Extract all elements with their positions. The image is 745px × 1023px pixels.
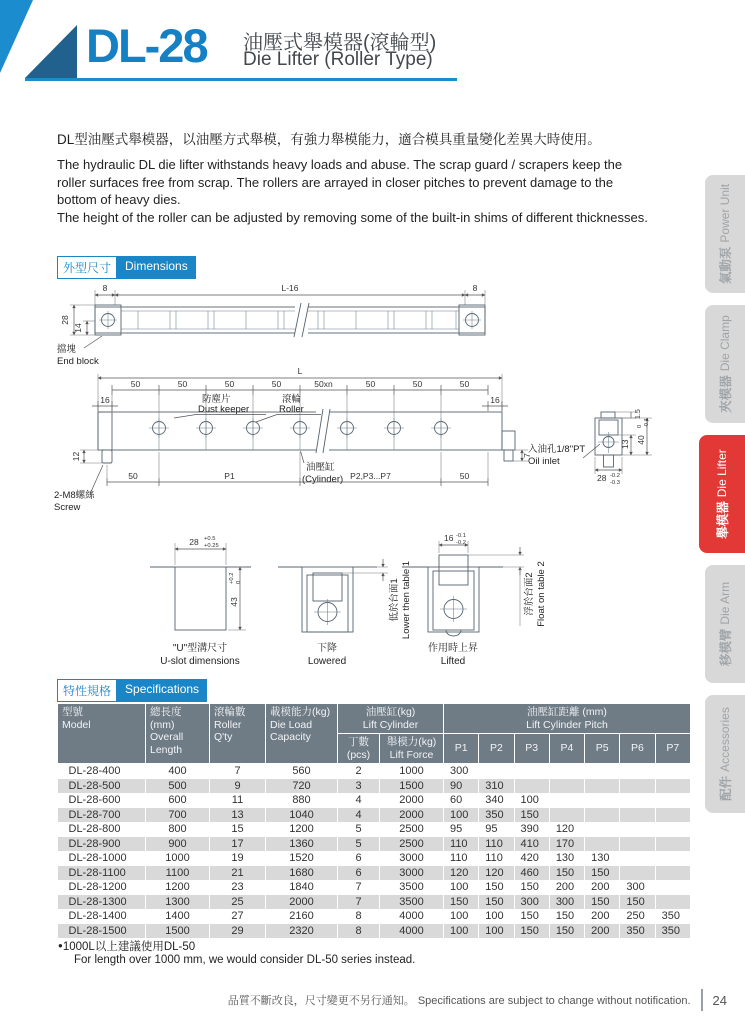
- figure-caption-en: Lowered: [307, 656, 347, 667]
- dim-label: L: [297, 366, 303, 376]
- value-cell: 300: [444, 764, 479, 779]
- tolerance: -0.2: [456, 540, 466, 546]
- value-cell: 150: [479, 895, 514, 910]
- value-cell: 300: [620, 880, 655, 895]
- col-header-p4: P4: [549, 734, 584, 764]
- col-header-length: 總長度(mm) Overall Length: [146, 704, 210, 764]
- value-cell: 130: [549, 851, 584, 866]
- table-row: [58, 924, 691, 939]
- table-row: [58, 909, 691, 924]
- value-cell: 110: [479, 837, 514, 852]
- lowered-figure: [278, 559, 412, 667]
- tolerance: +0.25: [204, 543, 219, 549]
- col-header-force: 舉模力(kg) Lift Force: [380, 734, 444, 764]
- roller-label-en: Roller: [279, 404, 304, 415]
- col-header-model: 型號 Model: [58, 704, 146, 764]
- figure-caption-en: U-slot dimensions: [160, 656, 240, 667]
- section-label-en: Dimensions: [117, 256, 196, 279]
- pitch-dim: 50: [459, 379, 470, 389]
- value-cell: [585, 808, 620, 823]
- value-cell: 150: [549, 909, 584, 924]
- value-cell: 1200: [146, 880, 210, 895]
- col-header-p3: P3: [514, 734, 549, 764]
- value-cell: 2160: [266, 909, 338, 924]
- figure-caption-zh: "U"型溝尺寸: [172, 643, 228, 654]
- value-cell: 1500: [146, 924, 210, 939]
- value-cell: [549, 793, 584, 808]
- value-cell: 1000: [146, 851, 210, 866]
- value-cell: 11: [210, 793, 266, 808]
- bottom-dim: P2,P3...P7: [350, 471, 391, 481]
- value-cell: [655, 895, 690, 910]
- model-cell: DL-28-1000: [58, 851, 146, 866]
- intro-line: bottom of heavy dies.: [57, 192, 181, 207]
- model-cell: DL-28-1500: [58, 924, 146, 939]
- pitch-dim: 50: [130, 379, 141, 389]
- brand-triangle-light-icon: [0, 0, 33, 73]
- sidebar-tab-die-arm[interactable]: [705, 565, 745, 683]
- bottom-dim: 50: [459, 471, 470, 481]
- value-cell: 3: [338, 779, 380, 794]
- screw-label-en: Screw: [54, 502, 81, 513]
- figure-caption-zh: 下降: [317, 643, 337, 654]
- value-cell: 560: [266, 764, 338, 779]
- value-cell: [549, 779, 584, 794]
- value-cell: 100: [444, 924, 479, 939]
- col-header-p6: P6: [620, 734, 655, 764]
- tab-label-en: Accessories: [718, 707, 732, 772]
- model-cell: DL-28-700: [58, 808, 146, 823]
- disclaimer-text: 品質不斷改良，尺寸變更不另行通知。 Specifications are subject to change without notification.: [227, 995, 691, 1007]
- section-header-dimensions: [57, 256, 196, 279]
- value-cell: 3500: [380, 895, 444, 910]
- value-cell: 130: [585, 851, 620, 866]
- lowered-note-zh: 低於台面1: [389, 578, 400, 622]
- model-cell: DL-28-1100: [58, 866, 146, 881]
- value-cell: [655, 880, 690, 895]
- value-cell: 900: [146, 837, 210, 852]
- page-footer: [228, 989, 727, 1011]
- value-cell: 21: [210, 866, 266, 881]
- value-cell: 1360: [266, 837, 338, 852]
- pitch-dim: 50: [365, 379, 376, 389]
- value-cell: 390: [514, 822, 549, 837]
- value-cell: [620, 851, 655, 866]
- value-cell: 100: [479, 909, 514, 924]
- value-cell: 150: [549, 924, 584, 939]
- value-cell: [479, 764, 514, 779]
- dim-label: L-16: [281, 283, 299, 293]
- spec-table: [57, 703, 691, 938]
- value-cell: 4000: [380, 924, 444, 939]
- dust-keeper-label-en: Dust keeper: [198, 404, 250, 415]
- value-cell: [620, 822, 655, 837]
- value-cell: 7: [338, 880, 380, 895]
- value-cell: 1100: [146, 866, 210, 881]
- value-cell: 150: [444, 895, 479, 910]
- table-row: [58, 764, 691, 779]
- tolerance: +0.2: [229, 572, 235, 584]
- value-cell: [585, 779, 620, 794]
- value-cell: 7: [210, 764, 266, 779]
- value-cell: 60: [444, 793, 479, 808]
- pitch-dim: 50: [271, 379, 282, 389]
- col-header-p2: P2: [479, 734, 514, 764]
- footnote-en: For length over 1000 mm, we would consider DL-50 series instead.: [74, 954, 416, 966]
- value-cell: 350: [655, 924, 690, 939]
- value-cell: 100: [444, 909, 479, 924]
- pitch-dim: 50: [224, 379, 235, 389]
- value-cell: 200: [549, 880, 584, 895]
- value-cell: [620, 808, 655, 823]
- value-cell: 2500: [380, 822, 444, 837]
- bottom-dim: P1: [224, 471, 235, 481]
- value-cell: [620, 866, 655, 881]
- value-cell: 4: [338, 793, 380, 808]
- value-cell: 880: [266, 793, 338, 808]
- value-cell: 150: [479, 880, 514, 895]
- value-cell: [655, 866, 690, 881]
- value-cell: 310: [479, 779, 514, 794]
- lifted-figure: [402, 533, 547, 667]
- value-cell: 100: [514, 793, 549, 808]
- model-cell: DL-28-1400: [58, 909, 146, 924]
- dim-label: 28: [597, 473, 607, 483]
- col-header-p7: P7: [655, 734, 690, 764]
- figure-caption-zh: 作用時上昇: [428, 643, 478, 654]
- oil-inlet-label-en: Oil inlet: [528, 456, 560, 467]
- value-cell: 5: [338, 837, 380, 852]
- screw-label-zh: 2-M8螺絲: [54, 490, 95, 501]
- table-row: [58, 851, 691, 866]
- value-cell: 2000: [380, 808, 444, 823]
- spec-table-body: [58, 764, 691, 939]
- value-cell: 2320: [266, 924, 338, 939]
- value-cell: 1840: [266, 880, 338, 895]
- value-cell: 4000: [380, 909, 444, 924]
- value-cell: 350: [655, 909, 690, 924]
- value-cell: [620, 764, 655, 779]
- tolerance: -0.2: [610, 473, 620, 479]
- model-cell: DL-28-1300: [58, 895, 146, 910]
- value-cell: 110: [479, 851, 514, 866]
- value-cell: 150: [514, 880, 549, 895]
- value-cell: 27: [210, 909, 266, 924]
- value-cell: 300: [549, 895, 584, 910]
- col-header-qty: 丁數 (pcs): [338, 734, 380, 764]
- value-cell: [620, 793, 655, 808]
- value-cell: 600: [146, 793, 210, 808]
- cylinder-label-zh: 油壓缸: [306, 462, 335, 473]
- tab-label-en: Die Clamp: [718, 315, 732, 372]
- value-cell: 120: [444, 866, 479, 881]
- value-cell: 90: [444, 779, 479, 794]
- value-cell: [655, 822, 690, 837]
- value-cell: [585, 793, 620, 808]
- model-cell: DL-28-600: [58, 793, 146, 808]
- value-cell: [655, 793, 690, 808]
- intro-text-zh: DL型油壓式舉模器，以油壓方式舉模，有強力舉模能力，適合模具重量變化差異大時使用。: [57, 132, 601, 147]
- value-cell: 150: [585, 895, 620, 910]
- value-cell: 250: [620, 909, 655, 924]
- value-cell: 420: [514, 851, 549, 866]
- dim-label: 28: [189, 537, 199, 547]
- value-cell: 4: [338, 808, 380, 823]
- oil-inlet-detail: [528, 409, 652, 486]
- value-cell: 2000: [266, 895, 338, 910]
- dim-label: 43: [229, 597, 239, 607]
- section-header-specifications: [57, 679, 207, 702]
- model-cell: DL-28-400: [58, 764, 146, 779]
- value-cell: 200: [585, 909, 620, 924]
- model-cell: DL-28-500: [58, 779, 146, 794]
- value-cell: 200: [585, 880, 620, 895]
- value-cell: [655, 837, 690, 852]
- end-block-label-en: End block: [57, 356, 99, 367]
- value-cell: 350: [620, 924, 655, 939]
- end-block-label-zh: 擋塊: [57, 344, 77, 355]
- col-header-capacity: 載模能力(kg) Die Load Capacity: [266, 704, 338, 764]
- pitch-dim: 50: [177, 379, 188, 389]
- section-label-zh: 特性規格: [57, 679, 117, 702]
- value-cell: [549, 808, 584, 823]
- intro-text-en: [57, 156, 702, 226]
- value-cell: 95: [444, 822, 479, 837]
- value-cell: 6: [338, 866, 380, 881]
- lifted-note-zh: 浮於台面2: [524, 572, 535, 616]
- value-cell: 1680: [266, 866, 338, 881]
- model-cell: DL-28-900: [58, 837, 146, 852]
- u-slot-figure: [150, 536, 251, 667]
- value-cell: 5: [338, 822, 380, 837]
- model-cell: DL-28-800: [58, 822, 146, 837]
- footer-divider: [701, 989, 703, 1011]
- col-header-p5: P5: [585, 734, 620, 764]
- value-cell: 120: [479, 866, 514, 881]
- value-cell: [655, 851, 690, 866]
- sidebar-tab-die-lifter[interactable]: [699, 435, 745, 553]
- dim-label: 1.5: [635, 409, 642, 419]
- value-cell: 19: [210, 851, 266, 866]
- sidebar-tab-die-clamp[interactable]: [705, 305, 745, 423]
- value-cell: 150: [549, 866, 584, 881]
- value-cell: 3000: [380, 851, 444, 866]
- value-cell: 17: [210, 837, 266, 852]
- col-header-rollers: 滾輪數 Roller Q'ty: [210, 704, 266, 764]
- roller-label-zh: 滾輪: [282, 394, 302, 405]
- value-cell: 150: [585, 866, 620, 881]
- value-cell: 170: [549, 837, 584, 852]
- lowered-note-en: Lower then table 1: [401, 560, 412, 640]
- tab-label-en: Power Unit: [718, 183, 732, 243]
- dim-label: 12: [71, 451, 81, 462]
- value-cell: 1400: [146, 909, 210, 924]
- table-row: [58, 866, 691, 881]
- value-cell: 3000: [380, 866, 444, 881]
- value-cell: [514, 779, 549, 794]
- value-cell: 100: [444, 880, 479, 895]
- footnote-zh: ●1000L以上建議使用DL-50: [58, 941, 196, 953]
- value-cell: 25: [210, 895, 266, 910]
- table-row: [58, 793, 691, 808]
- value-cell: 410: [514, 837, 549, 852]
- value-cell: 150: [514, 909, 549, 924]
- value-cell: [549, 764, 584, 779]
- value-cell: 1040: [266, 808, 338, 823]
- tolerance: -0.3: [610, 480, 620, 486]
- dim-label: 14: [73, 323, 83, 333]
- value-cell: 400: [146, 764, 210, 779]
- value-cell: 1500: [380, 779, 444, 794]
- page-title-en: Die Lifter (Roller Type): [243, 49, 433, 70]
- value-cell: 350: [479, 808, 514, 823]
- table-row: [58, 808, 691, 823]
- value-cell: [655, 808, 690, 823]
- value-cell: 1520: [266, 851, 338, 866]
- page-title-zh: 油壓式舉模器(滾輪型): [243, 32, 437, 54]
- value-cell: 29: [210, 924, 266, 939]
- tolerance: +0.5: [204, 536, 216, 542]
- model-cell: DL-28-1200: [58, 880, 146, 895]
- value-cell: 300: [514, 895, 549, 910]
- value-cell: 9: [210, 779, 266, 794]
- col-group-pitch: 油壓缸距離 (mm) Lift Cylinder Pitch: [444, 704, 691, 734]
- dim-label: 7: [522, 453, 532, 458]
- dim-label: 8: [102, 283, 108, 293]
- value-cell: 150: [514, 924, 549, 939]
- value-cell: 2: [338, 764, 380, 779]
- tab-label-zh: 舉模器: [716, 501, 730, 539]
- sidebar-tab-accessories[interactable]: [705, 695, 745, 813]
- intro-line: The height of the roller can be adjusted by removing some of the built-in shims of different thicknesses.: [57, 209, 648, 225]
- header-rule: [25, 78, 457, 81]
- dim-label: 28: [60, 315, 70, 325]
- figure-caption-en: Lifted: [440, 656, 466, 667]
- value-cell: 23: [210, 880, 266, 895]
- dim-label: 16: [100, 395, 110, 405]
- value-cell: 720: [266, 779, 338, 794]
- top-view-drawing: [57, 283, 485, 367]
- value-cell: 100: [479, 924, 514, 939]
- value-cell: 340: [479, 793, 514, 808]
- value-cell: 15: [210, 822, 266, 837]
- value-cell: 8: [338, 924, 380, 939]
- col-group-cylinder: 油壓缸(kg) Lift Cylinder: [338, 704, 444, 734]
- value-cell: 150: [620, 895, 655, 910]
- tab-label-en: Die Lifter: [715, 449, 729, 498]
- pitch-dim: 50: [412, 379, 423, 389]
- intro-line: roller surfaces free from scrap. The rollers are arrayed in closer pitches to prevent damage to the: [57, 174, 614, 190]
- table-row: [58, 880, 691, 895]
- section-label-zh: 外型尺寸: [57, 256, 117, 279]
- value-cell: [514, 764, 549, 779]
- value-cell: 1300: [146, 895, 210, 910]
- spec-table-header: [58, 704, 691, 764]
- lifted-note-en: Float on table 2: [536, 561, 547, 627]
- table-row: [58, 895, 691, 910]
- tolerance: -0.1: [456, 533, 466, 539]
- dim-label: 13: [620, 439, 630, 449]
- dim-label: 40: [636, 435, 646, 445]
- pitch-dim: 50xn: [314, 379, 333, 389]
- value-cell: [620, 779, 655, 794]
- value-cell: 800: [146, 822, 210, 837]
- bottom-dim: 50: [128, 471, 138, 481]
- dim-label: 8: [472, 283, 478, 293]
- value-cell: [620, 837, 655, 852]
- oil-inlet-label-zh: 入油孔1/8"PT: [528, 444, 586, 455]
- value-cell: 95: [479, 822, 514, 837]
- value-cell: [655, 764, 690, 779]
- intro-line: The hydraulic DL die lifter withstands heavy loads and abuse. The scrap guard / scrapers keep the: [57, 157, 623, 172]
- value-cell: 500: [146, 779, 210, 794]
- value-cell: [585, 837, 620, 852]
- value-cell: 7: [338, 895, 380, 910]
- value-cell: 3500: [380, 880, 444, 895]
- value-cell: 1000: [380, 764, 444, 779]
- side-view-drawing: [54, 366, 532, 513]
- dust-keeper-label-zh: 防塵片: [202, 394, 231, 405]
- col-header-p1: P1: [444, 734, 479, 764]
- value-cell: 2000: [380, 793, 444, 808]
- tolerance: 0: [637, 424, 643, 428]
- dim-label: 16: [444, 533, 454, 543]
- value-cell: 110: [444, 837, 479, 852]
- value-cell: 150: [514, 808, 549, 823]
- value-cell: 110: [444, 851, 479, 866]
- value-cell: 700: [146, 808, 210, 823]
- value-cell: 2500: [380, 837, 444, 852]
- value-cell: 6: [338, 851, 380, 866]
- value-cell: 100: [444, 808, 479, 823]
- page-number: 24: [712, 992, 727, 1008]
- tab-label-en: Die Arm: [718, 581, 732, 625]
- value-cell: 8: [338, 909, 380, 924]
- value-cell: [585, 822, 620, 837]
- cylinder-label-en: (Cylinder): [302, 474, 344, 485]
- tab-label-zh: 氣動泵: [719, 246, 733, 285]
- tab-label-zh: 夾模器: [719, 375, 733, 413]
- value-cell: 460: [514, 866, 549, 881]
- table-row: [58, 822, 691, 837]
- dimensions-drawing: [50, 282, 690, 674]
- value-cell: 13: [210, 808, 266, 823]
- dim-label: 16: [490, 395, 500, 405]
- value-cell: 200: [585, 924, 620, 939]
- bullet-icon: ●: [58, 941, 63, 950]
- table-row: [58, 779, 691, 794]
- value-cell: 120: [549, 822, 584, 837]
- section-label-en: Specifications: [117, 679, 207, 702]
- value-cell: [655, 779, 690, 794]
- value-cell: 1200: [266, 822, 338, 837]
- page-title-model: DL-28: [86, 19, 207, 72]
- table-row: [58, 837, 691, 852]
- roller-icons: [149, 418, 451, 438]
- brand-triangle-dark-icon: [25, 25, 77, 78]
- tab-label-zh: 移模臂: [719, 628, 733, 667]
- tab-label-zh: 配件: [719, 775, 733, 801]
- sidebar-tab-power-unit[interactable]: [705, 175, 745, 293]
- value-cell: [585, 764, 620, 779]
- tolerance: -0.1: [644, 418, 650, 428]
- tolerance: 0: [236, 580, 242, 584]
